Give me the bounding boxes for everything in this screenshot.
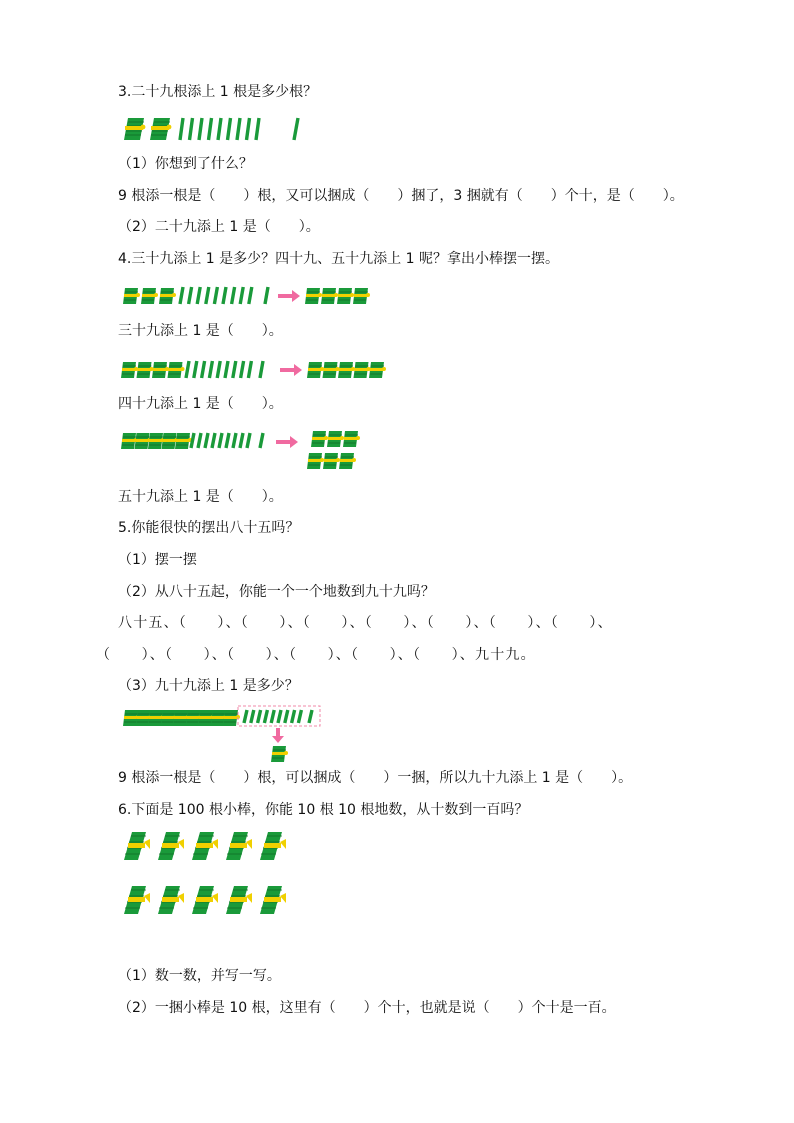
q6-sub2: （2）一捆小棒是 10 根，这里有（ ）个十，也就是说（ ）个十是一百。 (118, 1000, 616, 1016)
q5-sub2: （2）从八十五起，你能一个一个地数到九十九吗？ (118, 584, 435, 600)
q5-line: 9 根添一根是（ ）根，可以捆成（ ）一捆，所以九十九添上 1 是（ ）。 (118, 770, 633, 786)
stick-bundle-icon (343, 431, 360, 447)
single-stick-icon (260, 433, 263, 448)
single-stick-icon (241, 361, 244, 378)
single-stick-icon (232, 287, 235, 304)
single-stick-icon (244, 710, 247, 723)
stick-bundle-icon (327, 431, 344, 447)
stick-bundle-icon (323, 362, 340, 378)
q3-title: 3.二十九根添上 1 根是多少根？ (118, 84, 318, 100)
q6-title: 6.下面是 100 根小棒，你能 10 根 10 根地数，从十数到一百吗？ (118, 802, 529, 818)
single-stick-icon (206, 287, 209, 304)
single-stick-icon (180, 118, 183, 140)
q4-title: 4.三十九添上 1 是多少？四十九、五十九添上 1 呢？拿出小棒摆一摆。 (118, 251, 559, 267)
right-arrow-icon (280, 364, 302, 376)
single-stick-icon (278, 710, 281, 723)
single-stick-icon (205, 433, 208, 448)
single-stick-icon (186, 361, 189, 378)
q5-sub1: （1）摆一摆 (118, 552, 197, 568)
stick-bundle-icon (307, 362, 324, 378)
q4-ans3: 五十九添上 1 是（ ）。 (118, 489, 283, 505)
single-stick-icon (219, 433, 222, 448)
single-stick-icon (240, 433, 243, 448)
single-stick-icon (218, 118, 221, 140)
single-stick-icon (249, 287, 252, 304)
stick-bundle-icon (141, 288, 158, 304)
single-stick-icon (233, 361, 236, 378)
single-stick-icon (298, 710, 301, 723)
single-stick-icon (217, 361, 220, 378)
stick-bundle-icon (369, 362, 386, 378)
stick-bundle-icon (307, 453, 324, 469)
q5-sub3: （3）九十九添上 1 是多少？ (118, 678, 299, 694)
stick-bundle-icon (124, 118, 145, 140)
stick-bundle-icon (152, 362, 169, 378)
single-stick-icon (292, 710, 295, 723)
single-stick-icon (180, 287, 183, 304)
right-arrow-icon (276, 436, 298, 448)
stick-bundle-icon (260, 832, 286, 860)
q3-line1: 9 根添一根是（ ）根，又可以捆成（ ）捆了，3 捆就有（ ）个十，是（ ）。 (118, 188, 684, 204)
q4-ans2: 四十九添上 1 是（ ）。 (118, 396, 283, 412)
single-stick-icon (214, 287, 217, 304)
single-stick-icon (258, 710, 261, 723)
single-stick-icon (191, 433, 194, 448)
q5-title: 5.你能很快的摆出八十五吗？ (118, 520, 300, 536)
stick-bundle-icon (226, 886, 252, 914)
q5-picture-99 (122, 704, 332, 762)
single-sticks-group (180, 118, 259, 140)
stick-bundle-icon (175, 433, 192, 449)
single-stick-icon (194, 361, 197, 378)
stick-bundle-icon (121, 362, 138, 378)
single-stick-icon (294, 118, 298, 140)
stick-bundle-icon (137, 362, 154, 378)
single-stick-icon (265, 287, 268, 304)
single-stick-icon (247, 433, 250, 448)
q5-count-line2: （ ）、（ ）、（ ）、（ ）、（ ）、（ ）、九十九。 (96, 647, 536, 663)
stick-bundle-icon (223, 710, 240, 726)
down-arrow-icon (272, 728, 284, 743)
q4-picture-49 (120, 357, 390, 383)
single-stick-icon (223, 287, 226, 304)
single-stick-icon (233, 433, 236, 448)
single-stick-icon (240, 287, 243, 304)
single-stick-icon (209, 361, 212, 378)
stick-bundle-icon (226, 832, 252, 860)
stick-bundle-icon (192, 832, 218, 860)
single-stick-icon (256, 118, 259, 140)
single-stick-icon (309, 710, 312, 723)
q3-sub2: （2）二十九添上 1 是（ ）。 (118, 219, 320, 235)
single-stick-icon (264, 710, 267, 723)
single-stick-icon (271, 710, 274, 723)
single-stick-icon (189, 287, 192, 304)
single-stick-icon (199, 118, 202, 140)
stick-bundle-icon (150, 118, 171, 140)
stick-bundle-icon (323, 453, 340, 469)
stick-bundle-icon (124, 832, 150, 860)
single-stick-icon (247, 118, 250, 140)
stick-bundle-icon (271, 746, 288, 762)
stick-bundle-icon (321, 288, 338, 304)
q4-picture-39 (122, 284, 372, 310)
q4-ans1: 三十九添上 1 是（ ）。 (118, 323, 283, 339)
stick-bundle-icon (159, 288, 176, 304)
stick-bundle-icon (337, 288, 354, 304)
stick-bundle-icon (311, 431, 328, 447)
stick-bundle-icon (168, 362, 185, 378)
single-stick-icon (197, 287, 200, 304)
single-stick-icon (202, 361, 205, 378)
stick-bundle-icon (192, 886, 218, 914)
single-stick-icon (285, 710, 288, 723)
single-stick-icon (237, 118, 240, 140)
q3-sticks-picture (122, 114, 312, 144)
stick-bundle-icon (305, 288, 322, 304)
stick-bundle-icon (353, 288, 370, 304)
stick-bundle-icon (338, 362, 355, 378)
stick-bundle-icon (158, 886, 184, 914)
q6-hundred-sticks-picture (122, 828, 292, 924)
single-stick-icon (209, 118, 212, 140)
q5-count-line1: 八十五、（ ）、（ ）、（ ）、（ ）、（ ）、（ ）、（ ）、 (118, 615, 613, 631)
stick-bundle-icon (124, 886, 150, 914)
q3-sub1: （1）你想到了什么？ (118, 156, 253, 172)
stick-bundle-icon (123, 288, 140, 304)
q4-picture-59 (120, 427, 370, 475)
single-stick-icon (198, 433, 201, 448)
single-stick-icon (226, 433, 229, 448)
stick-bundle-icon (260, 886, 286, 914)
stick-bundle-icon (354, 362, 371, 378)
single-stick-icon (212, 433, 215, 448)
single-stick-icon (248, 361, 251, 378)
stick-bundle-icon (339, 453, 356, 469)
single-stick-icon (190, 118, 193, 140)
stick-bundle-icon (158, 832, 184, 860)
single-stick-icon (251, 710, 254, 723)
single-stick-icon (260, 361, 263, 378)
single-stick-icon (228, 118, 231, 140)
single-stick-icon (225, 361, 228, 378)
right-arrow-icon (278, 290, 300, 302)
q6-sub1: （1）数一数，并写一写。 (118, 968, 281, 984)
